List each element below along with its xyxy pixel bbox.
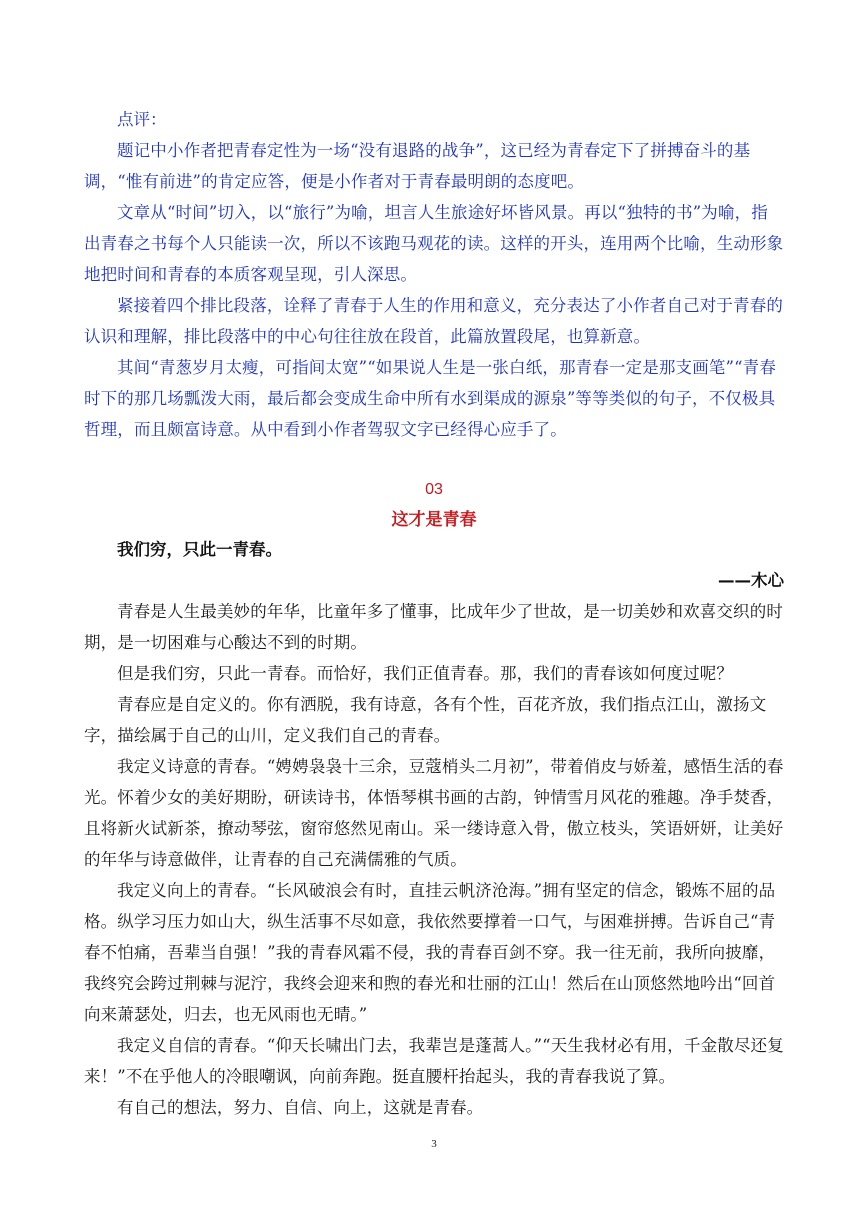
- essay-paragraph: 我定义向上的青春。“长风破浪会有时，直挂云帆济沧海。”拥有坚定的信念，锻炼不屈的品格。纵学习压力如山大，纵生活事不尽如意，我依然要撑着一口气，与困难拼搏。告诉自己“青春不怕痛，吾辈当自强！”我的青春风霜不侵，我的青春百剑不穿。我一往无前，我所向披靡，我终究会跨过荆棘与泥泞，我终会迎来和煦的春光和壮丽的江山！然后在山顶悠然地吟出“回首向来萧瑟处，归去，也无风雨也无晴。”: [84, 881, 776, 1024]
- essay-paragraph: 有自己的想法，努力、自信、向上，这就是青春。: [117, 1098, 484, 1117]
- essay-body: [84, 534, 784, 1123]
- essay-paragraph: 青春是人生最美妙的年华，比童年多了懂事，比成年少了世故，是一切美妙和欢喜交织的时期，是一切困难与心酸达不到的时期。: [84, 602, 783, 652]
- epigraph: 我们穷，只此一青春。: [117, 540, 282, 559]
- review-section: [84, 104, 784, 445]
- page-number: 3: [431, 1138, 437, 1150]
- review-paragraph: 其间“青葱岁月太瘦，可指间太宽”“如果说人生是一张白纸，那青春一定是那支画笔”“青春时下的那几场瓢泼大雨，最后都会变成生命中所有水到渠成的源泉”等等类似的句子，不仅极具哲理，而且颇富诗意。从中看到小作者驾驭文字已经得心应手了。: [84, 358, 776, 439]
- review-paragraph: 文章从“时间”切入，以“旅行”为喻，坦言人生旅途好坏皆风景。再以“独特的书”为喻，指出青春之书每个人只能读一次，所以不该跑马观花的读。这样的开头，连用两个比喻，生动形象地把时间和青春的本质客观呈现，引人深思。: [84, 203, 784, 284]
- essay-paragraph: 青春应是自定义的。你有洒脱，我有诗意，各有个性，百花齐放，我们指点江山，激扬文字，描绘属于自己的山川，定义我们自己的青春。: [84, 695, 767, 745]
- essay-paragraph: 但是我们穷，只此一青春。而恰好，我们正值青春。那，我们的青春该如何度过呢？: [117, 664, 734, 683]
- essay-title: 这才是青春: [391, 510, 477, 530]
- review-paragraph: 紧接着四个排比段落，诠释了青春于人生的作用和意义，充分表达了小作者自己对于青春的认识和理解，排比段落中的中心句往往放在段首，此篇放置段尾，也算新意。: [84, 296, 783, 346]
- essay-paragraph: 我定义自信的青春。“仰天长啸出门去，我辈岂是蓬蒿人。”“天生我材必有用，千金散尽还复来！”不在乎他人的冷眼嘲讽，向前奔跑。挺直腰杆抬起头，我的青春我说了算。: [84, 1036, 784, 1086]
- essay-paragraph: 我定义诗意的青春。“娉娉袅袅十三余，豆蔻梢头二月初”，带着俏皮与娇羞，感悟生活的春光。怀着少女的美好期盼，研读诗书，体悟琴棋书画的古韵，钟情雪月风花的雅趣。净手焚香，且将新火试新茶，撩动琴弦，窗帘悠然见南山。采一缕诗意入骨，傲立枝头，笑语妍妍，让美好的年华与诗意做伴，让青春的自己充满儒雅的气质。: [84, 757, 784, 869]
- essay-heading: [84, 475, 784, 535]
- review-paragraph: 题记中小作者把青春定性为一场“没有退路的战争”，这已经为青春定下了拼搏奋斗的基调，“惟有前进”的肯定应答，便是小作者对于青春最明朗的态度吧。: [84, 141, 751, 191]
- epigraph-author: ——木心: [718, 571, 784, 590]
- review-label: 点评：: [117, 110, 167, 129]
- essay-number: 03: [425, 481, 443, 498]
